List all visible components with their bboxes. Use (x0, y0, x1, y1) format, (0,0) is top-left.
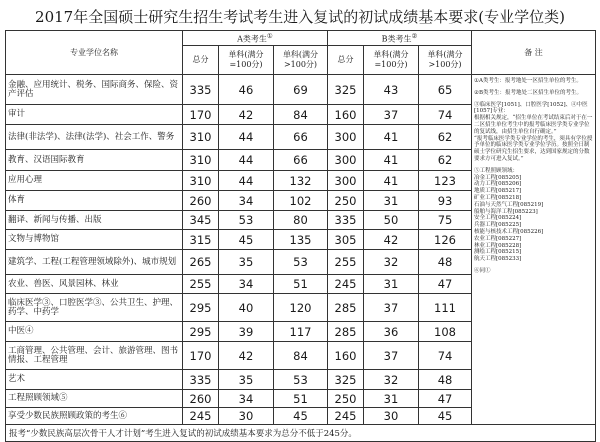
note-n3: ③临床医学[1051]、口腔医学[1052]、④中医[1057]专业： 根据相关规定，“招生单位在考试结束后对于在一二区招生单位考生中的报考临床医学类专业学位的复试线，由招生单位自行确定。” “报考临床医学类专业学位的考生，须具有学位授予单位的临床医学类专业学位学历。按照全日制硕士学位研究生招生要求，达到国家规定的分数要求方可进入复试。” (474, 101, 593, 162)
cell-b-single100: 41 (364, 150, 419, 171)
cell-b-single100: 43 (364, 75, 419, 105)
cell-a-single150: 66 (274, 150, 328, 171)
note-n4: ⑤工程照顾领域： 冶金工程[085205] 动力工程[085206] 地质工程[085217] 矿业工程[085218] 石油与天然气工程[085219] 船舶与海洋工程[085223] 安全工程[085224] 兵器工程[085225] 核能与核技术工程[085226] 农业工程[085227] 林业工程[085228] 测绘工程[085215] 航天工程[085233] (474, 167, 544, 263)
cell-b-total: 160 (328, 342, 364, 370)
header-a-total: 总分 (183, 46, 219, 75)
cell-b-single100: 37 (364, 294, 419, 322)
cell-b-total: 245 (328, 275, 364, 294)
cell-a-single100: 42 (219, 105, 274, 125)
cell-a-single150: 135 (274, 230, 328, 250)
cell-b-single100: 41 (364, 171, 419, 191)
cell-b-total: 300 (328, 171, 364, 191)
header-a-single150: 单科(满分 >100分) (274, 46, 328, 75)
cell-b-single100: 37 (364, 342, 419, 370)
cell-b-single100: 32 (364, 250, 419, 275)
header-a-single100: 单科(满分 =100分) (219, 46, 274, 75)
cell-b-total: 300 (328, 150, 364, 171)
note-n1: ①A类考生：报考地处一区招生单位的考生。 (474, 78, 582, 84)
header-remarks: 备 注 (472, 31, 596, 75)
cell-a-single150: 51 (274, 390, 328, 408)
cell-a-single100: 34 (219, 275, 274, 294)
cell-b-single150: 74 (419, 342, 472, 370)
cell-b-single150: 126 (419, 230, 472, 250)
cell-a-single100: 34 (219, 390, 274, 408)
cell-b-total: 250 (328, 390, 364, 408)
cell-b-total: 285 (328, 322, 364, 342)
cell-a-total: 170 (183, 105, 219, 125)
cell-b-single150: 75 (419, 211, 472, 230)
cell-a-total: 310 (183, 150, 219, 171)
cell-b-total: 305 (328, 230, 364, 250)
row-field-name: 体育 (6, 191, 183, 211)
cell-a-single150: 84 (274, 342, 328, 370)
cell-a-single100: 45 (219, 230, 274, 250)
table-body (6, 75, 596, 442)
row-field-name: 工商管理、公共管理、会计、旅游管理、图书情报、工程管理 (6, 342, 183, 370)
cell-b-single150: 93 (419, 191, 472, 211)
cell-a-single100: 39 (219, 322, 274, 342)
cell-b-single150: 74 (419, 105, 472, 125)
header-b-total: 总分 (328, 46, 364, 75)
cell-b-single100: 50 (364, 211, 419, 230)
cell-b-single150: 62 (419, 125, 472, 150)
cell-a-single150: 117 (274, 322, 328, 342)
row-field-name: 临床医学③、口腔医学③、公共卫生、护理、药学、中药学 (6, 294, 183, 322)
cell-a-single150: 66 (274, 125, 328, 150)
cell-a-single150: 120 (274, 294, 328, 322)
cell-a-total: 295 (183, 294, 219, 322)
cell-b-single100: 36 (364, 322, 419, 342)
cell-a-total: 265 (183, 250, 219, 275)
cell-a-total: 295 (183, 322, 219, 342)
row-field-name: 艺术 (6, 370, 183, 390)
cell-a-single100: 46 (219, 75, 274, 105)
cell-b-single150: 45 (419, 408, 472, 425)
header-b-single150: 单科(满分 >100分) (419, 46, 472, 75)
cell-a-total: 170 (183, 342, 219, 370)
cell-a-single150: 51 (274, 275, 328, 294)
cell-b-single100: 42 (364, 230, 419, 250)
score-table (5, 30, 596, 442)
cell-b-single100: 41 (364, 125, 419, 150)
cell-a-single100: 40 (219, 294, 274, 322)
row-field-name: 应用心理 (6, 171, 183, 191)
page-title: 2017年全国硕士研究生招生考试考生进入复试的初试成绩基本要求(专业学位类) (35, 8, 565, 26)
cell-a-single100: 35 (219, 250, 274, 275)
cell-b-total: 255 (328, 250, 364, 275)
footer-row (6, 425, 596, 442)
cell-b-single100: 31 (364, 191, 419, 211)
cell-a-single150: 69 (274, 75, 328, 105)
cell-b-total: 160 (328, 105, 364, 125)
cell-b-total: 325 (328, 75, 364, 105)
row-field-name: 翻译、新闻与传播、出版 (6, 211, 183, 230)
header-field: 专业学位名称 (6, 31, 183, 75)
cell-a-single100: 34 (219, 191, 274, 211)
cell-a-single150: 102 (274, 191, 328, 211)
row-field-name: 建筑学、工程(工程管理领域除外)、城市规划 (6, 250, 183, 275)
row-field-name: 文物与博物馆 (6, 230, 183, 250)
cell-a-total: 345 (183, 211, 219, 230)
cell-a-single150: 45 (274, 408, 328, 425)
cell-a-single100: 44 (219, 150, 274, 171)
cell-a-single100: 42 (219, 342, 274, 370)
row-field-name: 农业、兽医、风景园林、林业 (6, 275, 183, 294)
cell-b-single150: 47 (419, 275, 472, 294)
footer-note: 报考“少数民族高层次骨干人才计划”考生进入复试的初试成绩基本要求为总分不低于245分。 (6, 425, 596, 442)
cell-b-single150: 48 (419, 250, 472, 275)
cell-b-single150: 111 (419, 294, 472, 322)
cell-a-single150: 53 (274, 370, 328, 390)
cell-a-single150: 132 (274, 171, 328, 191)
cell-b-total: 325 (328, 370, 364, 390)
cell-b-single150: 62 (419, 150, 472, 171)
cell-a-single100: 44 (219, 171, 274, 191)
header-group-a: A类考生① (183, 31, 328, 46)
cell-b-total: 335 (328, 211, 364, 230)
row-field-name: 法律(非法学)、法律(法学)、社会工作、警务 (6, 125, 183, 150)
row-field-name: 教育、汉语国际教育 (6, 150, 183, 171)
cell-a-single100: 53 (219, 211, 274, 230)
cell-b-single150: 123 (419, 171, 472, 191)
cell-a-single150: 53 (274, 250, 328, 275)
table-row (6, 75, 596, 105)
cell-a-total: 255 (183, 275, 219, 294)
cell-b-single100: 30 (364, 408, 419, 425)
row-field-name: 金融、应用统计、税务、国际商务、保险、资产评估 (6, 75, 183, 105)
row-field-name: 审计 (6, 105, 183, 125)
cell-b-single100: 31 (364, 275, 419, 294)
cell-a-single100: 30 (219, 408, 274, 425)
cell-a-single100: 44 (219, 125, 274, 150)
header-row-groups (6, 31, 596, 46)
cell-b-total: 250 (328, 191, 364, 211)
cell-b-single150: 65 (419, 75, 472, 105)
cell-b-single100: 32 (364, 370, 419, 390)
remarks-notes (472, 75, 596, 425)
cell-a-total: 260 (183, 191, 219, 211)
header-b-single100: 单科(满分 =100分) (364, 46, 419, 75)
cell-b-single150: 48 (419, 370, 472, 390)
cell-a-single100: 35 (219, 370, 274, 390)
row-field-name: 工程照顾领域⑤ (6, 390, 183, 408)
note-n5: ⑥同① (474, 267, 491, 274)
cell-a-total: 310 (183, 125, 219, 150)
cell-b-single100: 31 (364, 390, 419, 408)
cell-a-total: 335 (183, 370, 219, 390)
cell-a-total: 310 (183, 171, 219, 191)
cell-a-total: 315 (183, 230, 219, 250)
note-n2: ②B类考生：报考地处二区招生单位的考生。 (474, 89, 582, 96)
cell-b-total: 245 (328, 408, 364, 425)
cell-a-single150: 84 (274, 105, 328, 125)
cell-a-total: 260 (183, 390, 219, 408)
row-field-name: 享受少数民族照顾政策的考生⑥ (6, 408, 183, 425)
cell-a-single150: 80 (274, 211, 328, 230)
cell-a-total: 335 (183, 75, 219, 105)
header-group-b: B类考生② (328, 31, 472, 46)
row-field-name: 中医④ (6, 322, 183, 342)
cell-b-single150: 108 (419, 322, 472, 342)
cell-b-total: 285 (328, 294, 364, 322)
cell-b-single100: 37 (364, 105, 419, 125)
cell-b-single150: 47 (419, 390, 472, 408)
cell-b-total: 300 (328, 125, 364, 150)
cell-a-total: 245 (183, 408, 219, 425)
